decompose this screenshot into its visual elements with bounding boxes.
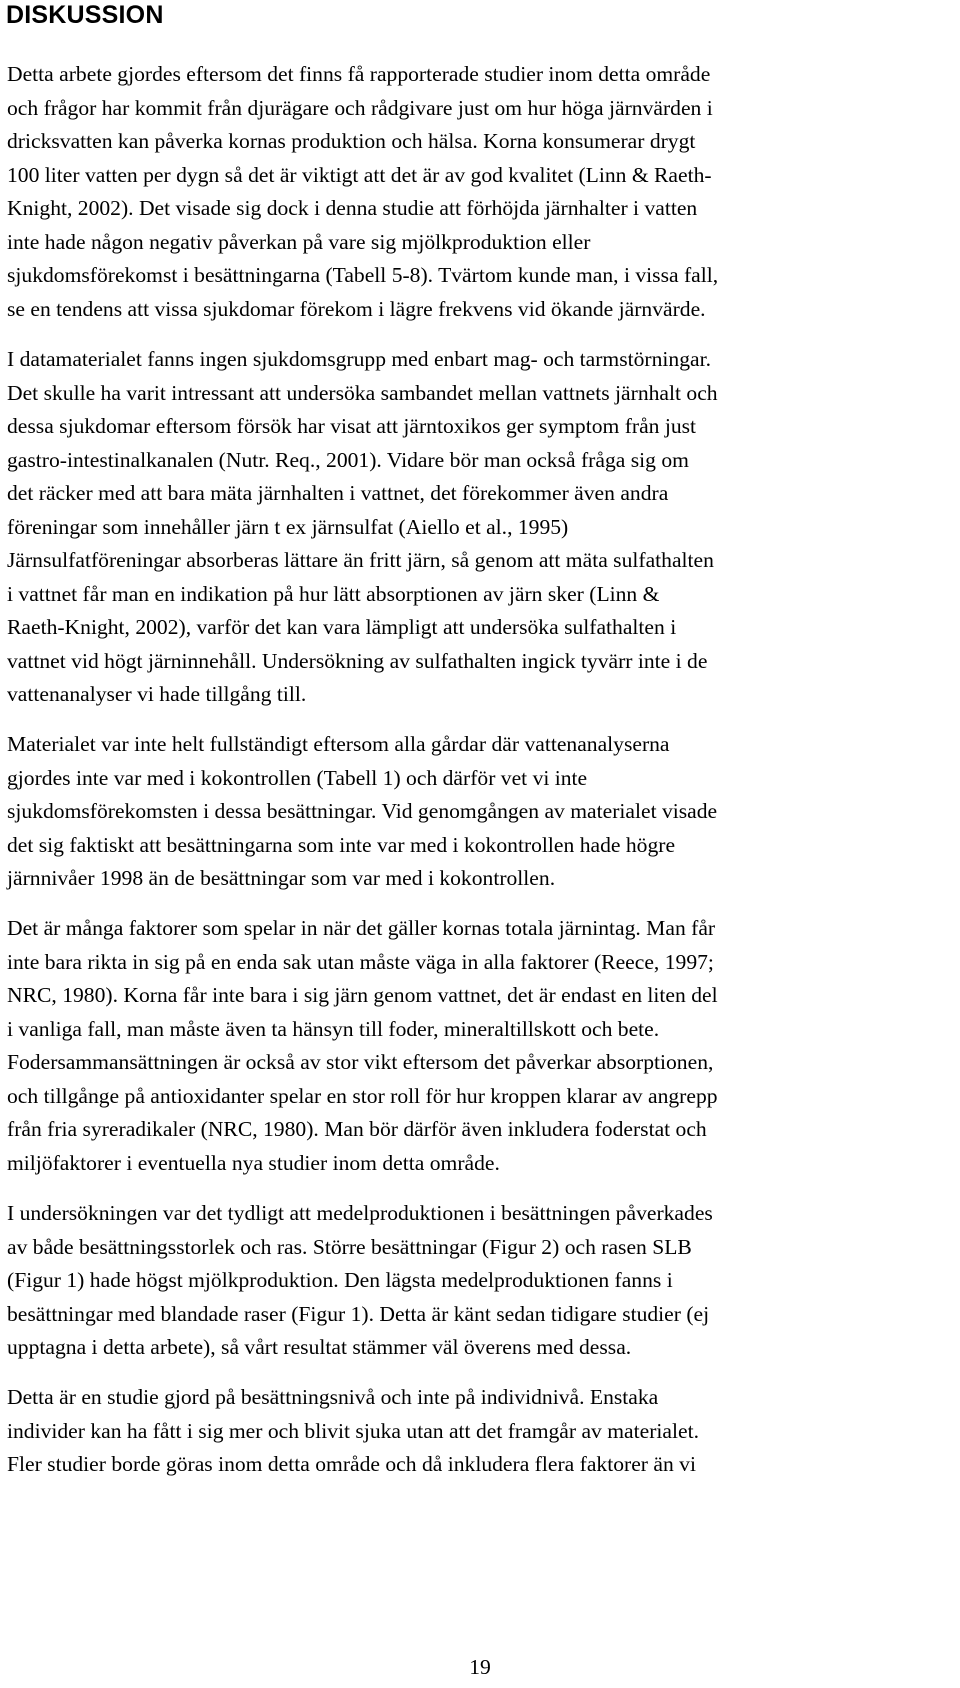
paragraph-1	[7, 58, 718, 326]
text-line: gastro-intestinalkanalen (Nutr. Req., 2001). Vidare bör man också fråga sig om	[7, 447, 689, 472]
text-line: Det skulle ha varit intressant att undersöka sambandet mellan vattnets järnhalt och	[7, 380, 718, 405]
section-heading: DISKUSSION	[6, 1, 164, 29]
paragraph-3	[7, 728, 717, 896]
text-line: och tillgånge på antioxidanter spelar en stor roll för hur kroppen klarar av angrepp	[7, 1083, 718, 1108]
text-line: sjukdomsförekomst i besättningarna (Tabell 5-8). Tvärtom kunde man, i vissa fall,	[7, 263, 719, 287]
text-line: I datamaterialet fanns ingen sjukdomsgrupp med enbart mag- och tarmstörningar.	[7, 347, 711, 371]
text-line: sjukdomsförekomsten i dessa besättningar. Vid genomgången av materialet visade	[7, 799, 718, 823]
paragraph-4	[7, 912, 718, 1180]
text-line: (Figur 1) hade högst mjölkproduktion. Den lägsta medelproduktionen fanns i	[7, 1268, 673, 1292]
text-line: Materialet var inte helt fullständigt eftersom alla gårdar där vattenanalyserna	[7, 732, 670, 756]
text-line: det räcker med att bara mäta järnhalten i vattnet, det förekommer även andra	[7, 481, 669, 505]
page-number: 19	[469, 1655, 491, 1679]
text-line: miljöfaktorer i eventuella nya studier inom detta område.	[7, 1150, 500, 1175]
text-line: NRC, 1980). Korna får inte bara i sig järn genom vattnet, det är endast en liten del	[7, 983, 718, 1007]
paragraph-6	[7, 1381, 699, 1482]
text-line: inte hade någon negativ påverkan på vare sig mjölkproduktion eller	[7, 229, 591, 254]
text-line: I undersökningen var det tydligt att medelproduktionen i besättningen påverkades	[7, 1201, 713, 1225]
text-line: Fodersammansättningen är också av stor vikt eftersom det påverkar absorptionen,	[7, 1050, 714, 1074]
text-line: se en tendens att vissa sjukdomar förekom i lägre frekvens vid ökande järnvärde.	[7, 296, 706, 321]
text-line: Knight, 2002). Det visade sig dock i denna studie att förhöjda järnhalter i vatten	[7, 196, 698, 220]
text-line: besättningar med blandade raser (Figur 1). Detta är känt sedan tidigare studier (ej	[7, 1301, 710, 1326]
text-line: Detta arbete gjordes eftersom det finns få rapporterade studier inom detta område	[7, 62, 711, 86]
text-line: individer kan ha fått i sig mer och blivit sjuka utan att det framgår av materialet.	[7, 1418, 699, 1443]
text-line: det sig faktiskt att besättningarna som inte var med i kokontrollen hade högre	[7, 832, 676, 857]
text-line: dricksvatten kan påverka kornas produktion och hälsa. Korna konsumerar drygt	[7, 129, 696, 153]
text-line: Raeth-Knight, 2002), varför det kan vara lämpligt att undersöka sulfathalten i	[7, 615, 677, 639]
text-line: föreningar som innehåller järn t ex järnsulfat (Aiello et al., 1995)	[7, 514, 569, 539]
text-line: av både besättningsstorlek och ras. Större besättningar (Figur 2) och rasen SLB	[7, 1234, 692, 1259]
text-line: Detta är en studie gjord på besättningsnivå och inte på individnivå. Enstaka	[7, 1385, 659, 1409]
text-line: 100 liter vatten per dygn så det är viktigt att det är av god kvalitet (Linn & Raeth-	[7, 162, 712, 187]
text-line: Det är många faktorer som spelar in när det gäller kornas totala järnintag. Man får	[7, 916, 716, 940]
text-line: i vattnet får man en indikation på hur lätt absorptionen av järn sker (Linn &	[7, 581, 660, 606]
text-line: Fler studier borde göras inom detta område och då inkludera flera faktorer än vi	[7, 1452, 696, 1476]
text-line: gjordes inte var med i kokontrollen (Tabell 1) och därför vet vi inte	[7, 765, 588, 790]
text-line: järnnivåer 1998 än de besättningar som var med i kokontrollen.	[7, 866, 556, 890]
text-line: upptagna i detta arbete), så vårt resultat stämmer väl överens med dessa.	[7, 1335, 632, 1359]
text-line: från fria syreradikaler (NRC, 1980). Man bör därför även inkludera foderstat och	[7, 1117, 707, 1141]
text-line: vattnet vid högt järninnehåll. Undersökning av sulfathalten ingick tyvärr inte i de	[7, 648, 708, 673]
text-line: vattenanalyser vi hade tillgång till.	[7, 682, 307, 706]
text-line: och frågor har kommit från djurägare och rådgivare just om hur höga järnvärden i	[7, 95, 713, 120]
paragraph-2	[7, 343, 718, 712]
text-line: Järnsulfatföreningar absorberas lättare än fritt järn, så genom att mäta sulfathalten	[7, 548, 714, 572]
text-line: inte bara rikta in sig på en enda sak utan måste väga in alla faktorer (Reece, 1997;	[7, 949, 714, 974]
text-line: i vanliga fall, man måste även ta hänsyn till foder, mineraltillskott och bete.	[7, 1016, 660, 1041]
paragraph-5	[7, 1197, 713, 1365]
text-line: dessa sjukdomar eftersom försök har visat att järntoxikos ger symptom från just	[7, 414, 697, 438]
